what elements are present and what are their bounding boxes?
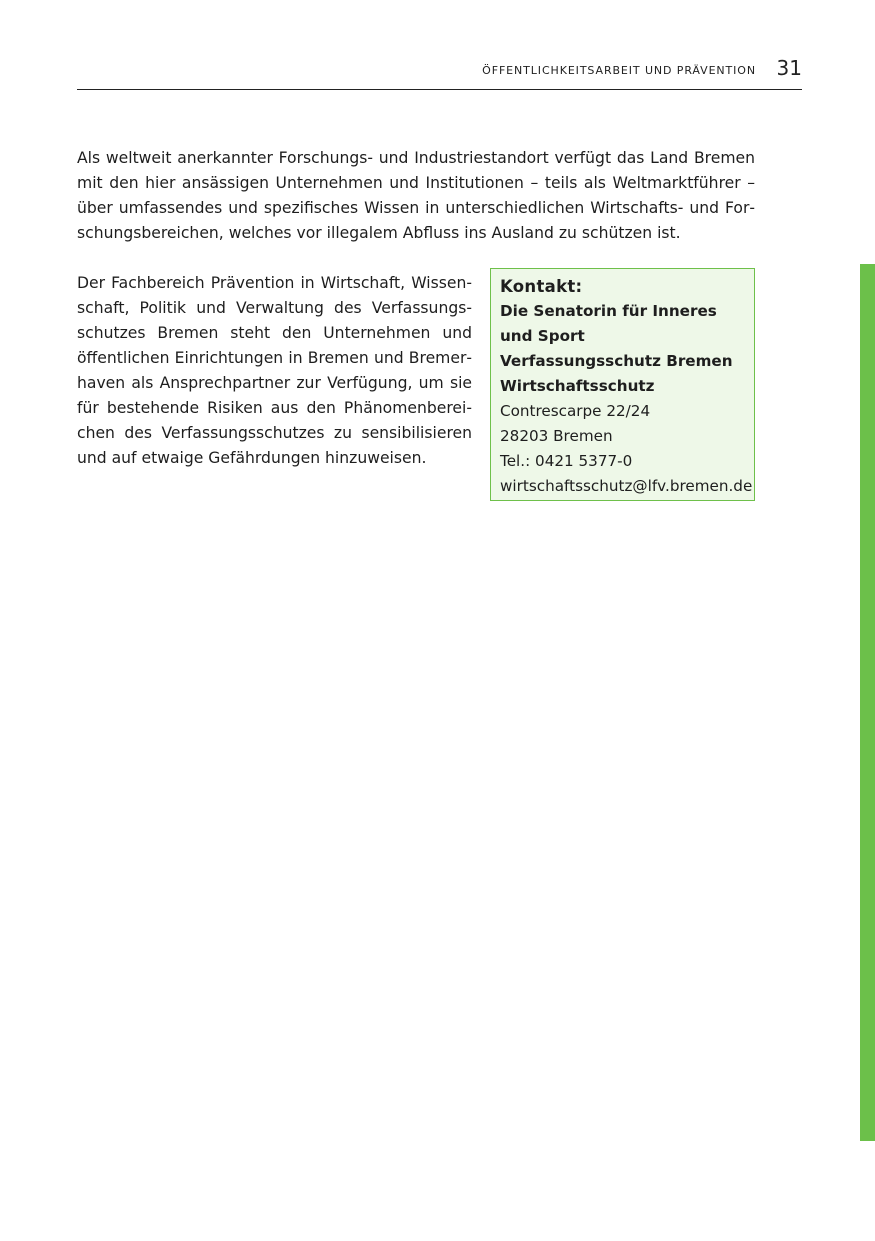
contact-org-line-3: Verfassungsschutz Bremen	[500, 352, 733, 370]
contact-phone: Tel.: 0421 5377-0	[500, 452, 633, 470]
intro-paragraph: Als weltweit anerkannter Forschungs- und Industriestandort verfügt das Land Bremen mit den hier ansässigen Unternehmen und Institutionen – teils als Weltmarktführer – über umfassendes und spezifisches Wissen in unterschiedlichen Wirtschafts- und Forschungsbereichen, welches vor illegalem Abfluss ins Ausland zu schützen ist.	[77, 149, 755, 242]
contact-org-line-1: Die Senatorin für Inneres	[500, 302, 717, 320]
contact-org-line-4: Wirtschaftsschutz	[500, 377, 655, 395]
contact-box	[490, 268, 755, 501]
green-side-bar	[860, 264, 875, 1141]
page-number: 31	[776, 56, 802, 80]
contact-city: 28203 Bremen	[500, 427, 613, 445]
section-title: öffentlichkeitsarbeit und prävention	[482, 60, 756, 78]
contact-email: wirtschaftsschutz@lfv.bremen.de	[500, 477, 753, 495]
contact-org-line-2: und Sport	[500, 327, 585, 345]
body-paragraph: Der Fachbereich Prävention in Wirtschaft, Wissenschaft, Politik und Verwaltung des Verfassungsschutzes Bremen steht den Unternehmen und öffentlichen Einrichtungen in Bremen und Bremerhaven als Ansprechpartner zur Verfügung, um sie für bestehende Risiken aus den Phänomenbereichen des Verfassungsschutzes zu sensibilisieren und auf etwaige Gefährdungen hinzuweisen.	[77, 274, 472, 467]
contact-street: Contrescarpe 22/24	[500, 402, 651, 420]
running-header	[77, 56, 802, 90]
contact-heading: Kontakt:	[500, 277, 583, 296]
